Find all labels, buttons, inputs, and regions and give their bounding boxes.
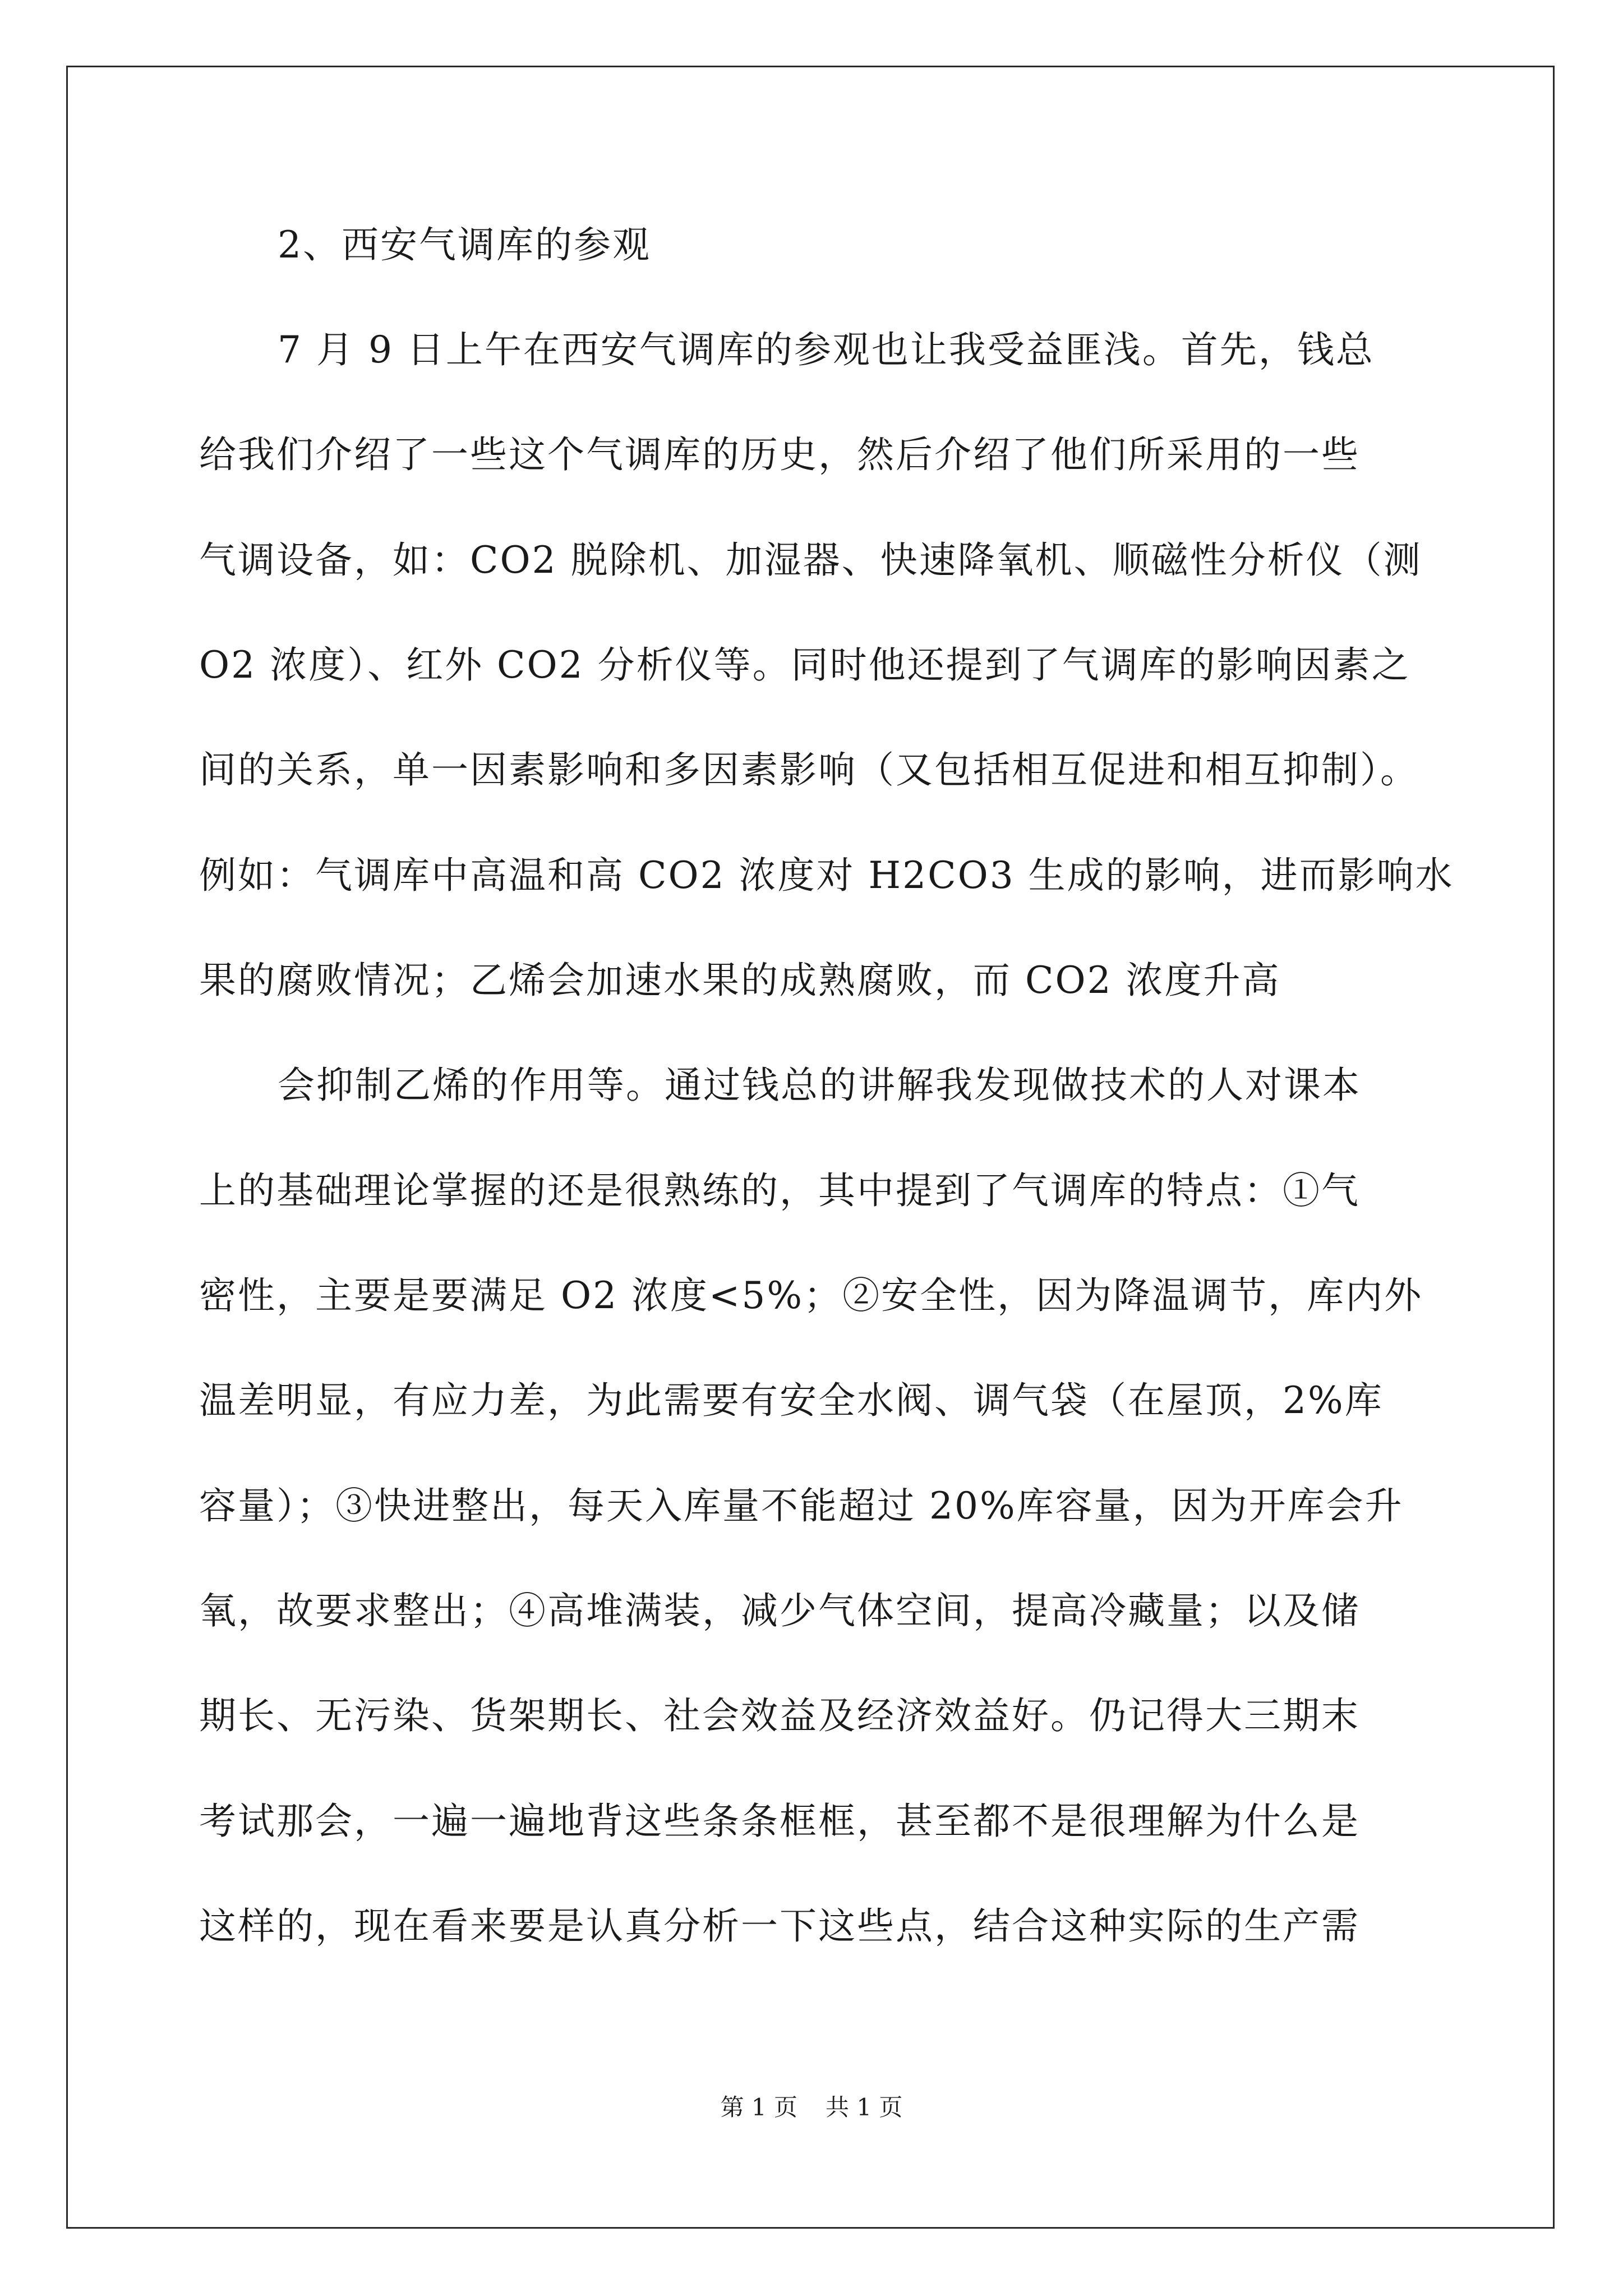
section-heading: 2、西安气调库的参观 (278, 223, 651, 266)
paragraph-line: 容量）；③快进整出，每天入库量不能超过 20%库容量，因为开库会升 (199, 1484, 1404, 1527)
paragraph-line: 这样的，现在看来要是认真分析一下这些点，结合这种实际的生产需 (199, 1904, 1360, 1948)
page-footer (0, 2091, 1623, 2124)
paragraph-line: 会抑制乙烯的作用等。通过钱总的讲解我发现做技术的人对课本 (278, 1064, 1361, 1107)
paragraph-line: 给我们介绍了一些这个气调库的历史，然后介绍了他们所采用的一些 (199, 433, 1360, 476)
paragraph-line: 果的腐败情况；乙烯会加速水果的成熟腐败，而 CO2 浓度升高 (199, 959, 1281, 1002)
paragraph-line: 间的关系，单一因素影响和多因素影响（又包括相互促进和相互抑制）。 (199, 748, 1419, 792)
paragraph-line: 气调设备，如：CO2 脱除机、加湿器、快速降氧机、顺磁性分析仪（测 (199, 539, 1422, 582)
paragraph-line: 密性，主要是要满足 O2 浓度<5%；②安全性，因为降温调节，库内外 (199, 1274, 1423, 1317)
paragraph-line: 期长、无污染、货架期长、社会效益及经济效益好。仍记得大三期末 (199, 1694, 1360, 1737)
paragraph-line: 上的基础理论掌握的还是很熟练的，其中提到了气调库的特点：①气 (199, 1169, 1360, 1212)
paragraph-line: 7 月 9 日上午在西安气调库的参观也让我受益匪浅。首先，钱总 (278, 328, 1375, 371)
paragraph-line: 温差明显，有应力差，为此需要有安全水阀、调气袋（在屋顶，2%库 (199, 1379, 1384, 1422)
page-number: 第 1 页 (720, 2093, 797, 2121)
paragraph-line: O2 浓度）、红外 CO2 分析仪等。同时他还提到了气调库的影响因素之 (199, 643, 1410, 687)
paragraph-line: 氧，故要求整出；④高堆满装，减少气体空间，提高冷藏量；以及储 (199, 1589, 1360, 1632)
paragraph-line: 考试那会，一遍一遍地背这些条条框框，甚至都不是很理解为什么是 (199, 1800, 1360, 1843)
paragraph-line: 例如：气调库中高温和高 CO2 浓度对 H2CO3 生成的影响，进而影响水 (199, 854, 1454, 897)
page-total: 共 1 页 (826, 2093, 903, 2121)
